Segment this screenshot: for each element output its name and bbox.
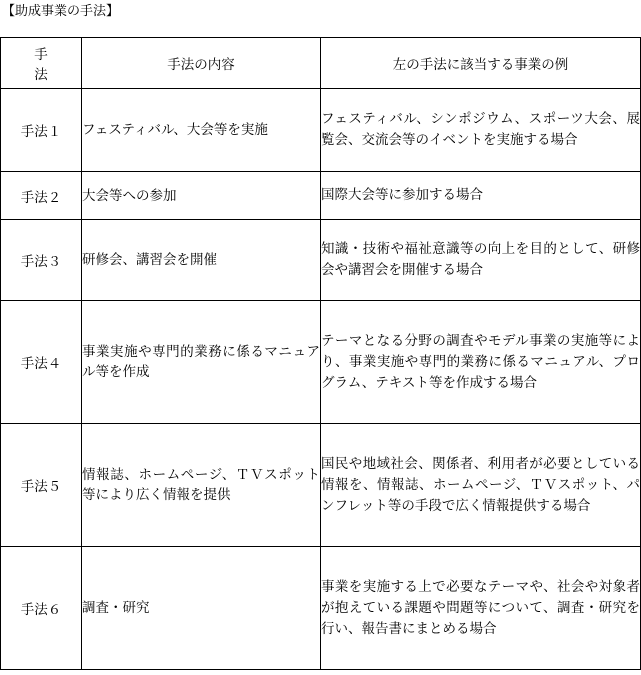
table-row [1, 547, 641, 670]
page-title: 【助成事業の手法】 [2, 4, 120, 19]
method-example: テーマとなる分野の調査やモデル事業の実施等により、事業実施や専門的業務に係るマニュアル、プログラム、テキスト等を作成する場合 [321, 301, 641, 424]
method-content: フェスティバル、大会等を実施 [82, 89, 321, 172]
method-content: 情報誌、ホームページ、ＴＶスポット等により広く情報を提供 [82, 424, 321, 547]
method-name: 手法２ [1, 172, 82, 220]
header-content: 手法の内容 [82, 38, 321, 89]
table-row [1, 220, 641, 301]
method-name: 手法４ [1, 301, 82, 424]
method-content: 事業実施や専門的業務に係るマニュアル等を作成 [82, 301, 321, 424]
table-row [1, 89, 641, 172]
method-example: 国際大会等に参加する場合 [321, 172, 641, 220]
method-example: 知識・技術や福祉意識等の向上を目的として、研修会や講習会を開催する場合 [321, 220, 641, 301]
method-example: フェスティバル、シンポジウム、スポーツ大会、展覧会、交流会等のイベントを実施する場合 [321, 89, 641, 172]
method-content: 調査・研究 [82, 547, 321, 670]
method-example: 国民や地域社会、関係者、利用者が必要としている情報を、情報誌、ホームページ、ＴＶスポット、パンフレット等の手段で広く情報提供する場合 [321, 424, 641, 547]
methods-table [0, 37, 641, 670]
header-example: 左の手法に該当する事業の例 [321, 38, 641, 89]
method-name: 手法１ [1, 89, 82, 172]
method-content: 研修会、講習会を開催 [82, 220, 321, 301]
method-example: 事業を実施する上で必要なテーマや、社会や対象者が抱えている課題や問題等について、調査・研究を行い、報告書にまとめる場合 [321, 547, 641, 670]
header-method: 手 法 [1, 38, 82, 89]
method-name: 手法５ [1, 424, 82, 547]
table-row [1, 172, 641, 220]
method-name: 手法６ [1, 547, 82, 670]
method-content: 大会等への参加 [82, 172, 321, 220]
table-header-row [1, 38, 641, 89]
table-row [1, 424, 641, 547]
method-name: 手法３ [1, 220, 82, 301]
table-row [1, 301, 641, 424]
